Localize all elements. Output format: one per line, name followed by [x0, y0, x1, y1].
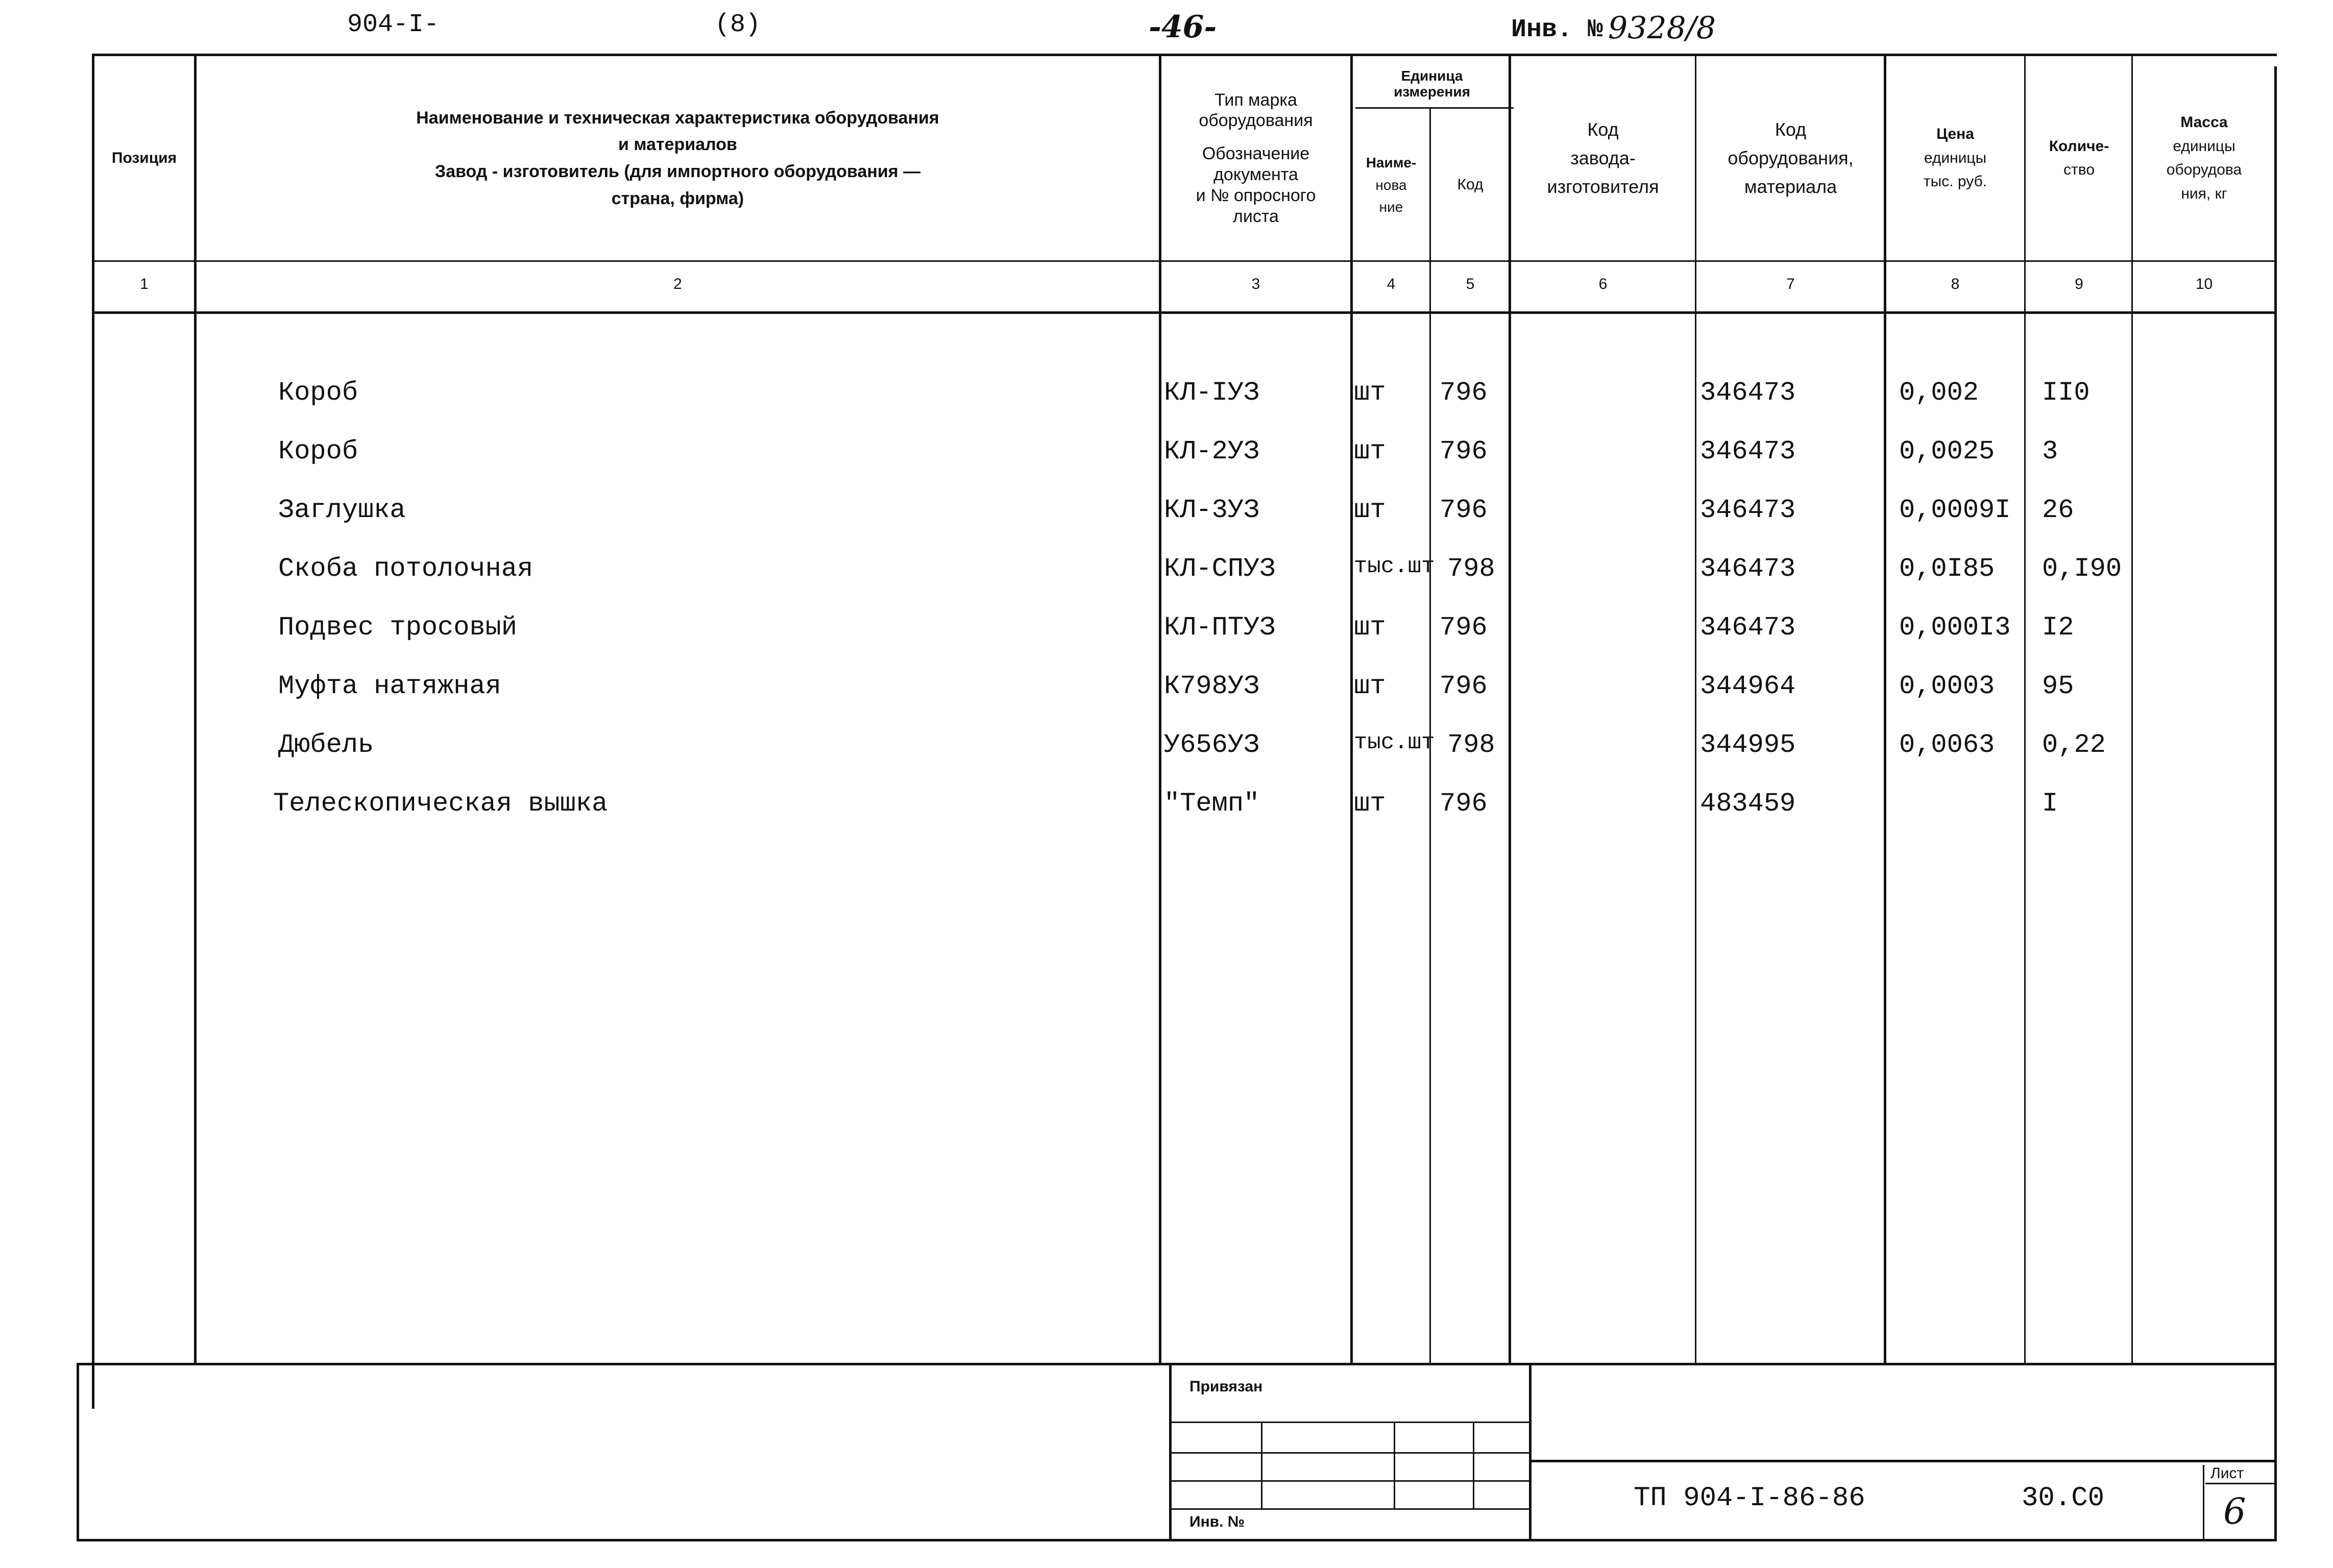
column-number: 10 — [2195, 276, 2213, 292]
header-type: Тип марка оборудования Обозначение документа и № опросного листа — [1196, 90, 1316, 226]
column-number: 8 — [1951, 276, 1960, 292]
item-unit-code: 796 — [1440, 378, 1488, 408]
header-unit-code: Код — [1457, 176, 1484, 193]
item-code: 346473 — [1700, 554, 1796, 584]
item-name: Муфта натяжная — [278, 671, 501, 701]
item-unit: шт — [1354, 612, 1386, 643]
sheet-code: 30.С0 — [2022, 1483, 2105, 1514]
header-unit-group: Единица измерения — [1394, 68, 1470, 100]
part-number: (8) — [715, 10, 761, 39]
item-code: 346473 — [1700, 378, 1796, 408]
item-type: У656УЗ — [1164, 730, 1260, 760]
item-type: К798УЗ — [1164, 671, 1260, 701]
column-number: 1 — [140, 276, 149, 292]
item-price: 0,0063 — [1899, 730, 1995, 760]
series-number: 904-I- — [347, 10, 440, 39]
table-row — [0, 495, 2333, 536]
item-code: 346473 — [1700, 495, 1796, 525]
item-type: КЛ-IУЗ — [1164, 378, 1260, 408]
table-row — [0, 612, 2333, 653]
sheet-label: Лист — [2210, 1465, 2244, 1482]
header-equipment-code: Код оборудования, материала — [1728, 119, 1854, 197]
item-quantity: 3 — [2042, 436, 2058, 467]
item-type: КЛ-ПТУЗ — [1164, 612, 1276, 643]
item-name: Заглушка — [278, 495, 406, 525]
item-unit-code: 796 — [1440, 789, 1488, 819]
item-name: Подвес тросовый — [278, 612, 518, 643]
item-unit-code: 798 — [1447, 554, 1495, 584]
column-number: 9 — [2075, 276, 2083, 292]
header-factory-code: Код завода- изготовителя — [1547, 119, 1659, 197]
item-unit-code: 796 — [1440, 495, 1488, 525]
item-code: 344964 — [1700, 671, 1796, 701]
item-price: 0,0009I — [1899, 495, 2011, 525]
page-number: -46- — [1149, 9, 1217, 45]
item-quantity: 95 — [2042, 671, 2074, 701]
item-price: 0,0I85 — [1899, 554, 1995, 584]
header-quantity: Количе- ство — [2049, 137, 2109, 178]
sheet-number: 6 — [2223, 1490, 2246, 1532]
table-row — [0, 671, 2333, 712]
item-code: 483459 — [1700, 789, 1796, 819]
item-type: КЛ-3УЗ — [1164, 495, 1260, 525]
document-code: ТП 904-I-86-86 — [1634, 1483, 1865, 1514]
item-unit: шт — [1354, 436, 1386, 467]
item-type: КЛ-СПУЗ — [1164, 554, 1276, 584]
item-name: Короб — [278, 378, 358, 408]
item-price: 0,0025 — [1899, 436, 1995, 467]
item-name: Скоба потолочная — [278, 554, 533, 584]
table-row — [0, 789, 2333, 829]
item-price: 0,002 — [1899, 378, 1979, 408]
item-quantity: I — [2042, 789, 2058, 819]
item-name: Дюбель — [278, 730, 374, 760]
item-price: 0,000I3 — [1899, 612, 2011, 643]
item-name: Короб — [278, 436, 358, 467]
item-code: 346473 — [1700, 436, 1796, 467]
column-number: 2 — [673, 276, 682, 292]
item-unit-code: 796 — [1440, 612, 1488, 643]
header-mass: Масса единицы оборудова ния, кг — [2166, 114, 2242, 202]
column-number: 6 — [1598, 276, 1608, 292]
table-row — [0, 730, 2333, 771]
header-name: Наименование и техническая характеристика оборудования и материалов Завод - изготовитель (для импортного оборудования — страна, фирма) — [416, 108, 939, 208]
item-quantity: I2 — [2042, 612, 2074, 643]
item-unit: шт — [1354, 495, 1386, 525]
inventory-number: 9328/8 — [1608, 10, 1716, 46]
inventory-label: Инв. № — [1511, 15, 1603, 44]
bound-label: Привязан — [1189, 1378, 1263, 1395]
item-unit-code: 798 — [1447, 730, 1495, 760]
header-unit-name: Наиме- нова ние — [1366, 155, 1417, 215]
item-quantity: 26 — [2042, 495, 2074, 525]
item-quantity: 0,22 — [2042, 730, 2106, 760]
item-unit: тыс.шт — [1354, 730, 1435, 755]
item-code: 344995 — [1700, 730, 1796, 760]
item-type: "Темп" — [1164, 789, 1260, 819]
item-unit-code: 796 — [1440, 436, 1488, 467]
column-number: 4 — [1387, 276, 1396, 292]
table-row — [0, 436, 2333, 477]
column-number: 3 — [1251, 276, 1260, 292]
item-quantity: II0 — [2042, 378, 2090, 408]
item-quantity: 0,I90 — [2042, 554, 2122, 584]
item-unit: шт — [1354, 671, 1386, 701]
item-name: Телескопическая вышка — [273, 789, 608, 819]
header-price: Цена единицы тыс. руб. — [1923, 126, 1987, 190]
item-unit-code: 796 — [1440, 671, 1488, 701]
item-type: КЛ-2УЗ — [1164, 436, 1260, 467]
column-number: 5 — [1466, 276, 1475, 292]
stamp-inventory-label: Инв. № — [1189, 1513, 1245, 1530]
item-unit: шт — [1354, 789, 1386, 819]
header-position: Позиция — [111, 149, 177, 166]
column-number: 7 — [1786, 276, 1795, 292]
item-unit: шт — [1354, 378, 1386, 408]
item-unit: тыс.шт — [1354, 554, 1435, 579]
item-price: 0,0003 — [1899, 671, 1995, 701]
table-row — [0, 554, 2333, 595]
item-code: 346473 — [1700, 612, 1796, 643]
table-row — [0, 378, 2333, 419]
